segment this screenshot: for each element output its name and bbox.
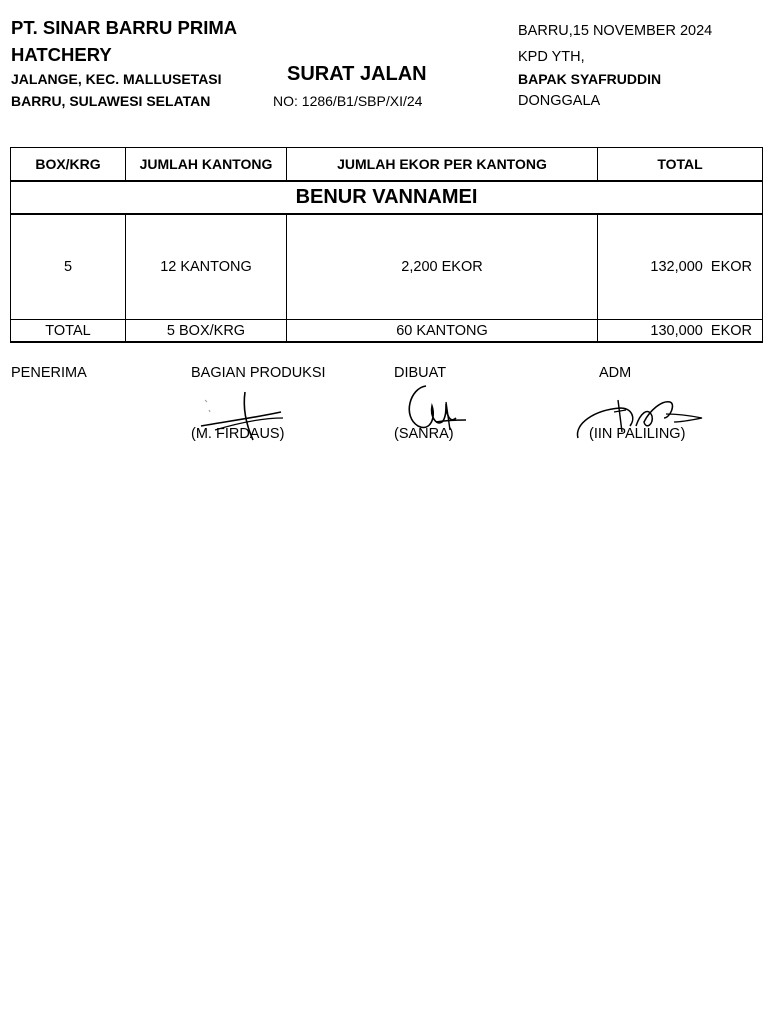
company-address-line1: JALANGE, KEC. MALLUSETASI <box>11 71 222 87</box>
column-header-ekor-per-kantong: JUMLAH EKOR PER KANTONG <box>287 148 598 182</box>
column-header-total: TOTAL <box>598 148 763 182</box>
recipient-salutation: KPD YTH, <box>518 49 585 65</box>
total-box: 5 BOX/KRG <box>126 320 287 343</box>
total-row <box>11 320 763 343</box>
document-number: NO: 1286/B1/SBP/XI/24 <box>273 93 423 109</box>
column-header-box: BOX/KRG <box>11 148 126 182</box>
company-name-line2: HATCHERY <box>11 44 112 65</box>
cell-kantong: 12 KANTONG <box>126 214 287 320</box>
cell-total: 132,000 EKOR <box>598 214 763 320</box>
name-produksi: (M. FIRDAUS) <box>191 426 285 442</box>
recipient-name: BAPAK SYAFRUDDIN <box>518 71 662 87</box>
column-header-kantong: JUMLAH KANTONG <box>126 148 287 182</box>
cell-box: 5 <box>11 214 126 320</box>
total-kantong: 60 KANTONG <box>287 320 598 343</box>
name-dibuat: (SANRA) <box>394 426 454 442</box>
label-adm: ADM <box>599 365 632 381</box>
recipient-city: DONGGALA <box>518 93 601 109</box>
label-penerima: PENERIMA <box>11 365 87 381</box>
company-address-line2: BARRU, SULAWESI SELATAN <box>11 93 211 109</box>
name-adm: (IIN PALILING) <box>589 426 686 442</box>
product-row <box>11 181 763 214</box>
table-header-row <box>11 148 763 182</box>
total-label: TOTAL <box>11 320 126 343</box>
company-name-line1: PT. SINAR BARRU PRIMA <box>11 17 238 38</box>
total-ekor: 130,000 EKOR <box>598 320 763 343</box>
delivery-table <box>10 147 763 343</box>
label-dibuat: DIBUAT <box>394 365 447 381</box>
product-name: BENUR VANNAMEI <box>11 181 763 214</box>
document-date: BARRU,15 NOVEMBER 2024 <box>518 23 713 39</box>
label-bagian-produksi: BAGIAN PRODUKSI <box>191 365 326 381</box>
document-title: SURAT JALAN <box>287 63 427 85</box>
table-row <box>11 214 763 320</box>
cell-ekor-per-kantong: 2,200 EKOR <box>287 214 598 320</box>
